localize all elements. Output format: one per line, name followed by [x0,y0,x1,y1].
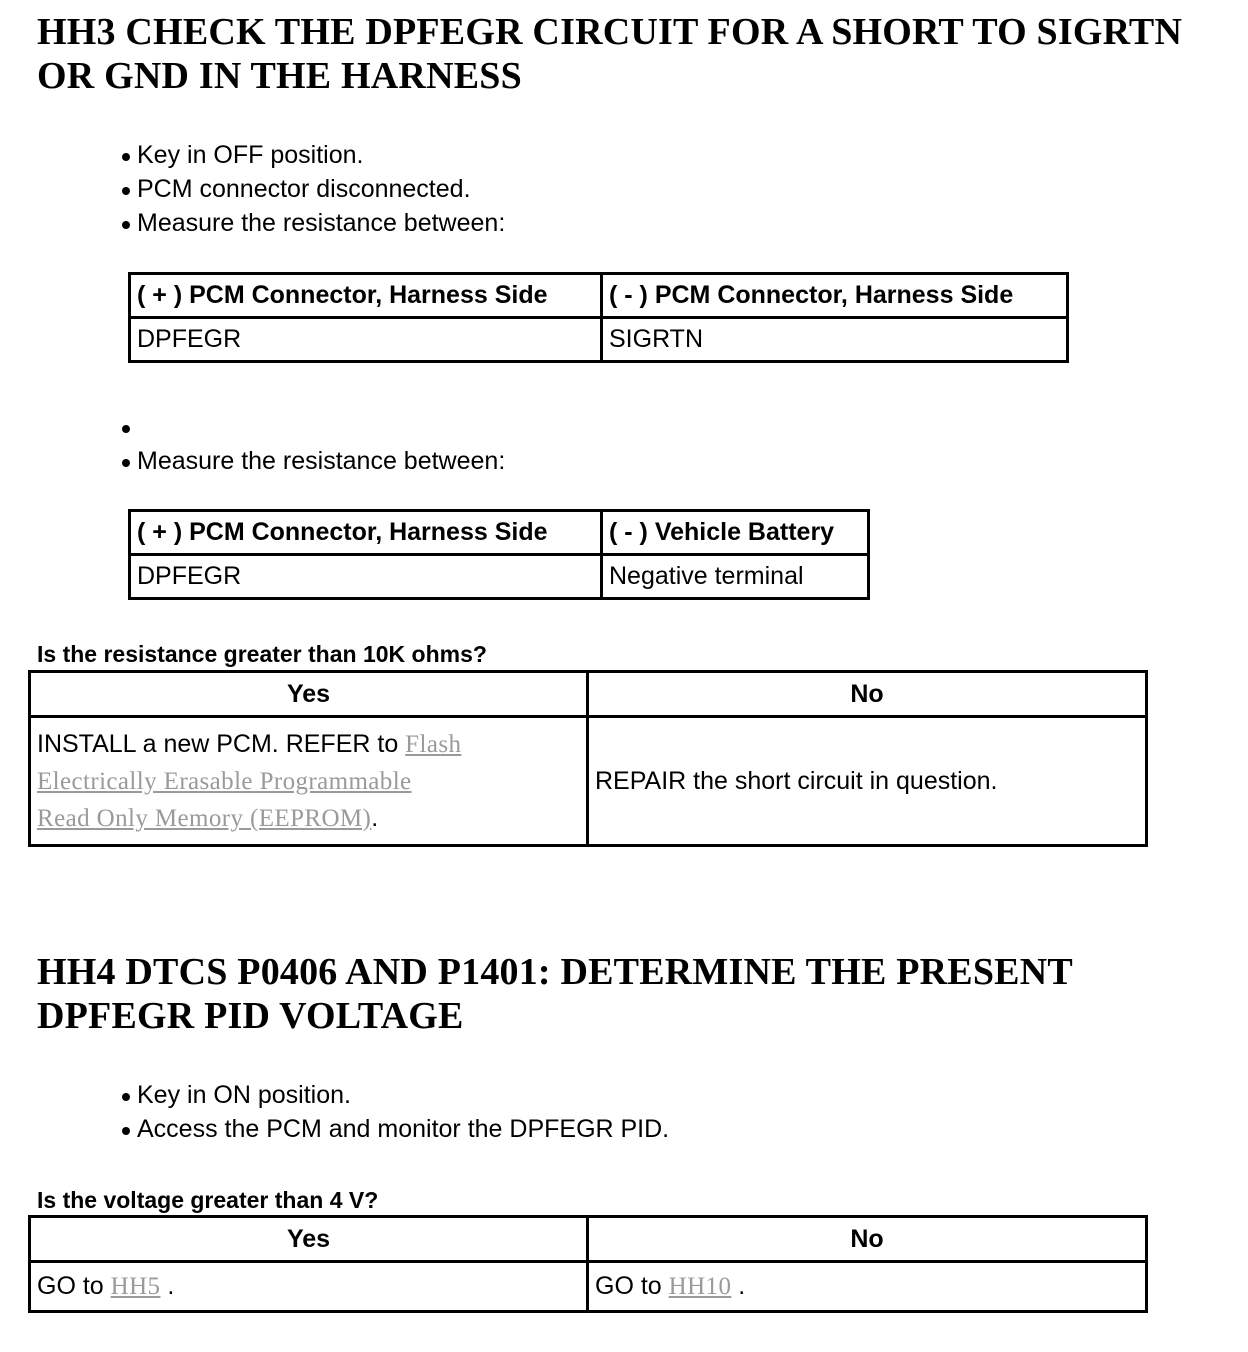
yes-cell [30,1262,588,1312]
no-cell [588,1262,1147,1312]
yes-suffix: . [371,803,379,832]
table-cell: Negative terminal [602,555,869,599]
hh3-heading-line1: HH3 CHECK THE DPFEGR CIRCUIT FOR A SHORT TO SIGRTN [37,11,1183,53]
table-header: ( + ) PCM Connector, Harness Side [130,274,602,318]
no-suffix: . [731,1272,746,1300]
table-header: ( - ) Vehicle Battery [602,511,869,555]
hh3-heading-line2: OR GND IN THE HARNESS [37,55,522,97]
hh3-heading [37,10,1182,98]
table-cell: SIGRTN [602,318,1068,362]
list-item: Measure the resistance between: [120,206,505,240]
no-header: No [588,672,1147,717]
hh4-heading-line2: DPFEGR PID VOLTAGE [37,995,464,1037]
no-header: No [588,1217,1147,1262]
list-item [120,410,505,444]
eeprom-link-line2[interactable]: Electrically Erasable Programmable [37,767,412,795]
hh3-connector-table [128,272,1069,363]
yes-text: INSTALL a new PCM. REFER to [37,729,406,758]
table-header: ( - ) PCM Connector, Harness Side [602,274,1068,318]
list-item: PCM connector disconnected. [120,172,505,206]
eeprom-link-line3[interactable]: Read Only Memory (EEPROM) [37,804,372,832]
no-prefix: GO to [595,1272,669,1300]
hh3-steps-list [120,138,505,240]
yes-prefix: GO to [37,1272,111,1300]
list-item: Access the PCM and monitor the DPFEGR PID. [120,1112,669,1146]
hh4-steps-list [120,1078,669,1146]
table-header: ( + ) PCM Connector, Harness Side [130,511,602,555]
list-item: Measure the resistance between: [120,444,505,478]
yes-cell [30,717,588,846]
eeprom-link-line1[interactable]: Flash [405,730,462,758]
hh3-battery-table [128,509,870,600]
table-cell: DPFEGR [130,318,602,362]
hh4-question: Is the voltage greater than 4 V? [37,1187,379,1213]
hh4-decision-table [28,1215,1148,1313]
table-cell: DPFEGR [130,555,602,599]
hh3-decision-table [28,670,1148,847]
hh4-heading-line1: HH4 DTCS P0406 AND P1401: DETERMINE THE PRESENT [37,951,1073,993]
hh5-link[interactable]: HH5 [110,1273,161,1300]
hh10-link[interactable]: HH10 [668,1273,732,1300]
yes-suffix: . [160,1272,175,1300]
hh4-heading [37,950,1073,1038]
hh3-steps-list-2 [120,410,505,478]
no-cell: REPAIR the short circuit in question. [588,717,1147,846]
yes-header: Yes [30,672,588,717]
hh3-question: Is the resistance greater than 10K ohms? [37,641,487,667]
yes-header: Yes [30,1217,588,1262]
list-item: Key in OFF position. [120,138,505,172]
list-item: Key in ON position. [120,1078,669,1112]
